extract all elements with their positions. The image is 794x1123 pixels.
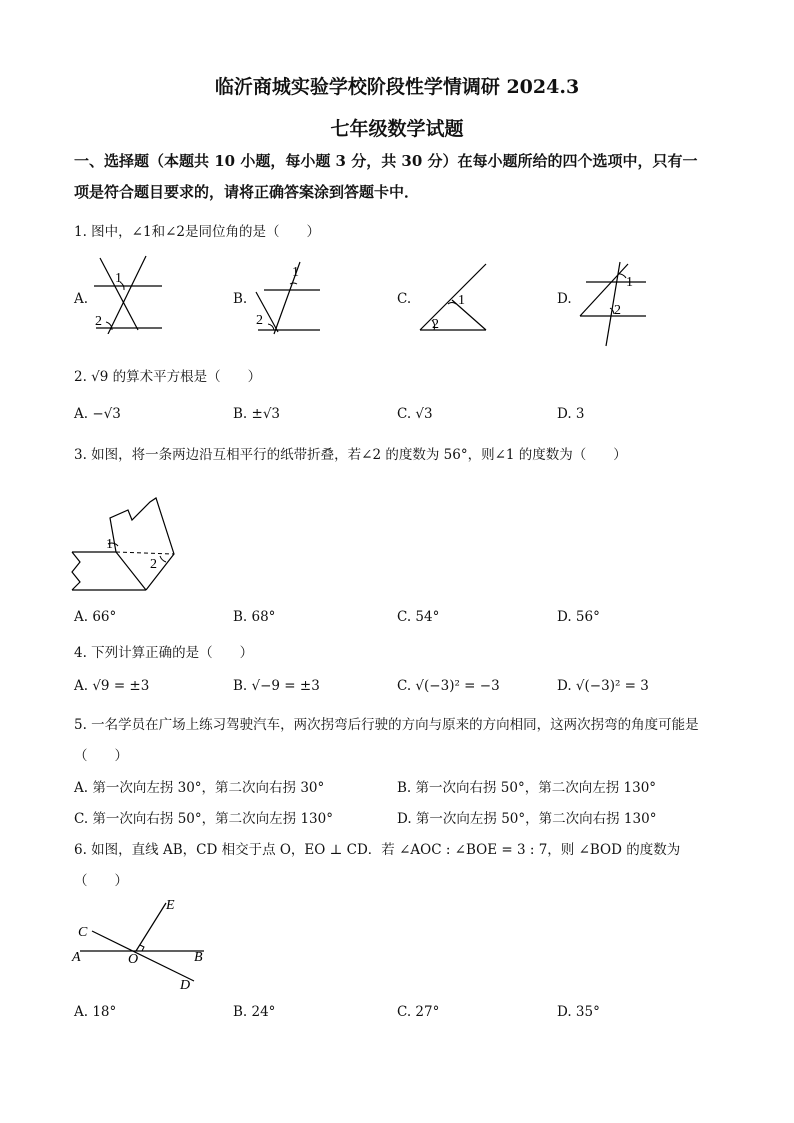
q4-option-d: D. √(−3)² = 3: [557, 678, 649, 694]
question-2-stem: 2. √9 的算术平方根是（ ）: [74, 369, 262, 385]
q1-figure-a: [90, 252, 170, 334]
q5-option-a: A. 第一次向左拐 30°，第二次向右拐 30°: [74, 780, 325, 796]
question-5-paren: （ ）: [74, 748, 128, 764]
page-title: 临沂商城实验学校阶段性学情调研 2024.3: [214, 76, 580, 98]
q2-option-b: B. ±√3: [233, 406, 281, 422]
question-4-stem: 4. 下列计算正确的是（ ）: [74, 645, 254, 661]
q4-option-b: B. √−9 = ±3: [233, 678, 320, 694]
fig-label-2: 2: [256, 313, 263, 328]
q4-option-c: C. √(−3)² = −3: [397, 678, 500, 694]
q6-option-d: D. 35°: [557, 1004, 600, 1020]
fig-label-1: 1: [106, 537, 113, 552]
section-heading-line2: 项是符合题目要求的，请将正确答案涂到答题卡中．: [74, 183, 420, 201]
q3-folded-strip-figure: [70, 496, 190, 600]
fig-label-e: E: [166, 898, 175, 913]
q2-option-a: A. −√3: [74, 406, 121, 422]
q2-option-d: D. 3: [557, 406, 585, 422]
q5-option-d: D. 第一次向左拐 50°，第二次向右拐 130°: [397, 811, 657, 827]
q6-option-c: C. 27°: [397, 1004, 440, 1020]
question-6-stem: 6. 如图，直线 AB，CD 相交于点 O，EO ⊥ CD．若 ∠AOC : ∠BOE = 3 : 7，则 ∠BOD 的度数为: [74, 842, 681, 858]
q6-intersecting-lines-figure: [70, 893, 220, 993]
fig-label-a: A: [72, 950, 81, 965]
q1-option-c-label: C.: [397, 291, 412, 307]
fig-label-2: 2: [150, 557, 157, 572]
question-5-stem: 5. 一名学员在广场上练习驾驶汽车，两次拐弯后行驶的方向与原来的方向相同，这两次拐弯的角度可能是: [74, 717, 699, 733]
q1-figure-d: [576, 258, 656, 348]
q3-option-a: A. 66°: [74, 609, 117, 625]
q6-option-a: A. 18°: [74, 1004, 117, 1020]
q3-option-c: C. 54°: [397, 609, 440, 625]
section-heading-line1: 一、选择题（本题共 10 小题，每小题 3 分，共 30 分）在每小题所给的四个选项中，只有一: [74, 152, 698, 170]
fig-label-2: 2: [432, 317, 439, 332]
question-3-stem: 3. 如图，将一条两边沿互相平行的纸带折叠，若∠2 的度数为 56°，则∠1 的度数为（ ）: [74, 447, 627, 463]
q6-option-b: B. 24°: [233, 1004, 276, 1020]
q5-option-c: C. 第一次向右拐 50°，第二次向左拐 130°: [74, 811, 333, 827]
question-6-paren: （ ）: [74, 873, 128, 889]
fig-label-o: O: [128, 952, 139, 967]
fig-label-2: 2: [614, 303, 621, 318]
fig-label-d: D: [180, 978, 191, 993]
q3-option-b: B. 68°: [233, 609, 276, 625]
fig-label-1: 1: [626, 275, 633, 290]
fig-label-2: 2: [95, 314, 102, 329]
q1-figure-b: [250, 258, 330, 336]
q2-option-c: C. √3: [397, 406, 433, 422]
fig-label-b: B: [194, 950, 203, 965]
fig-label-c: C: [78, 925, 88, 940]
q1-option-a-label: A.: [74, 291, 89, 307]
q1-option-b-label: B.: [233, 291, 248, 307]
q1-figure-c: [414, 262, 494, 334]
fig-label-1: 1: [458, 293, 465, 308]
question-1-stem: 1. 图中，∠1和∠2是同位角的是（ ）: [74, 224, 320, 240]
q5-option-b: B. 第一次向右拐 50°，第二次向左拐 130°: [397, 780, 657, 796]
page-subtitle: 七年级数学试题: [330, 118, 464, 140]
fig-label-1: 1: [292, 265, 299, 280]
q4-option-a: A. √9 = ±3: [74, 678, 150, 694]
q3-option-d: D. 56°: [557, 609, 600, 625]
q1-option-d-label: D.: [557, 291, 572, 307]
fig-label-1: 1: [115, 271, 122, 286]
